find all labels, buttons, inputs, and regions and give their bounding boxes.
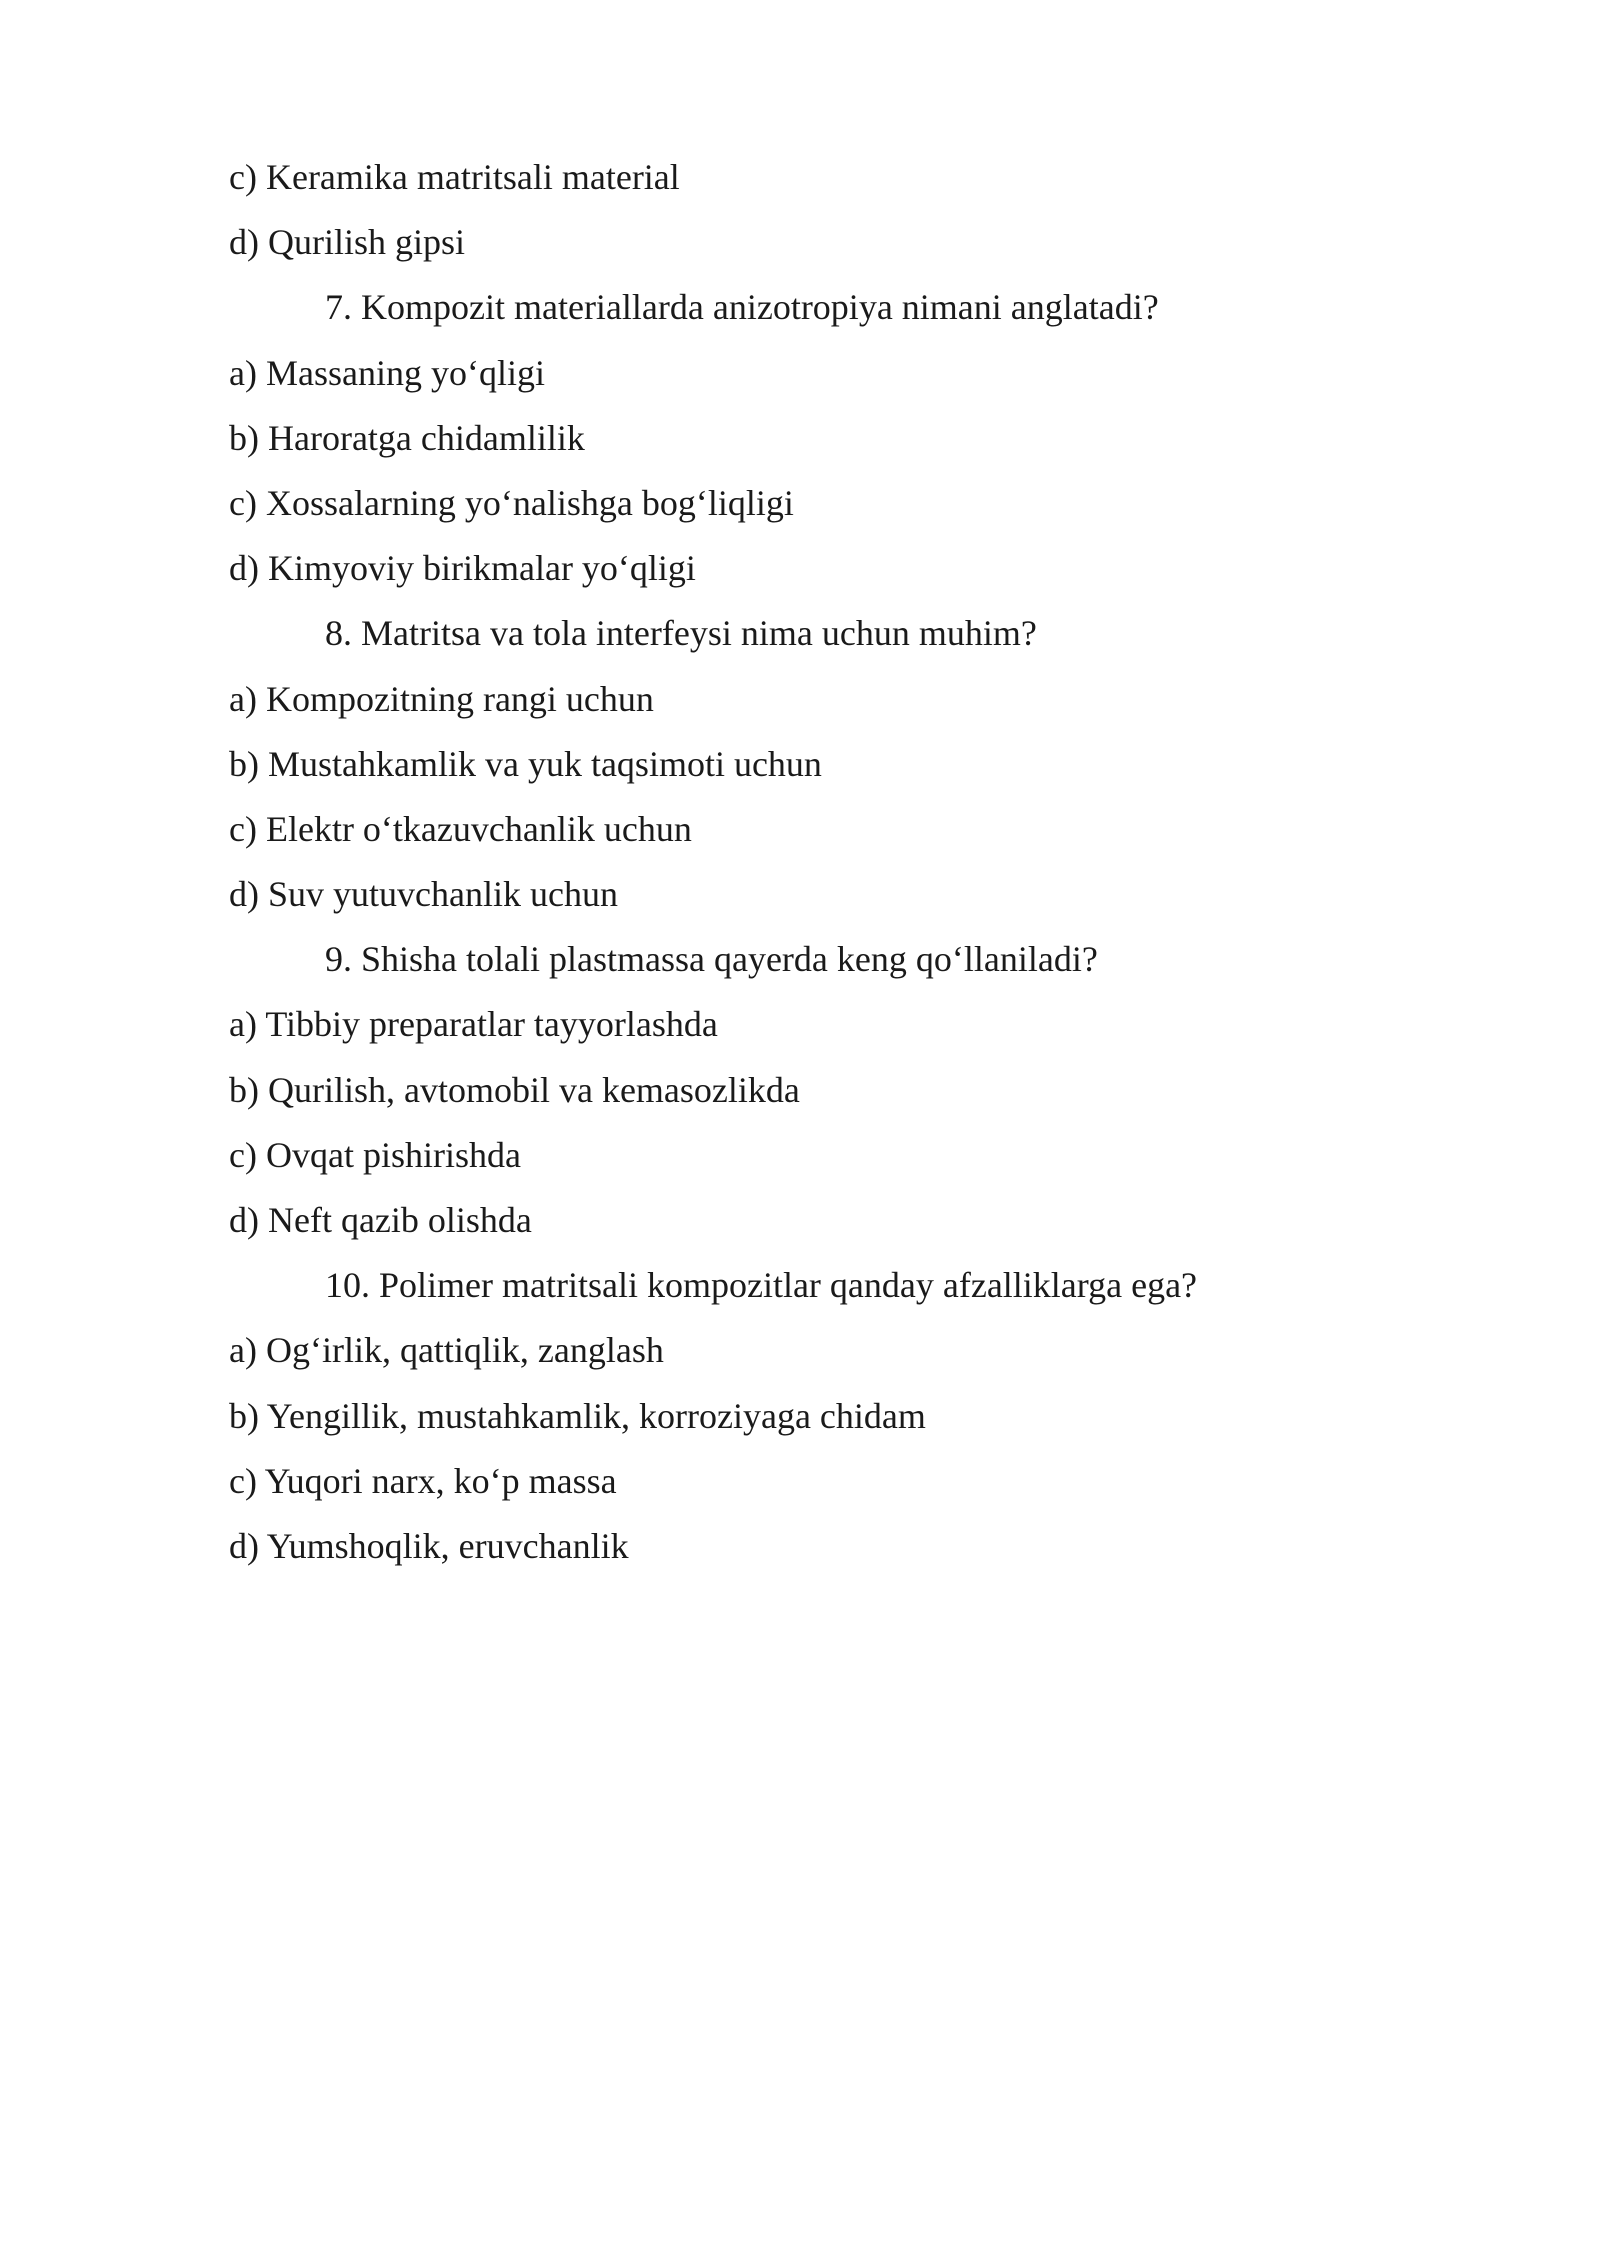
answer-option: c) Keramika matritsali material [229,157,680,197]
answer-option: d) Suv yutuvchanlik uchun [229,874,618,915]
answer-option: b) Yengillik, mustahkamlik, korroziyaga chidam [229,1395,926,1436]
question-8: 8. Matritsa va tola interfeysi nima uchun muhim? [325,613,1037,654]
question-7: 7. Kompozit materiallarda anizotropiya nimani anglatadi? [325,287,1159,328]
answer-option: a) Kompozitning rangi uchun [229,678,654,719]
answer-option: c) Ovqat pishirishda [229,1134,521,1175]
answer-option: a) Og‘irlik, qattiqlik, zanglash [229,1330,664,1371]
answer-option: a) Tibbiy preparatlar tayyorlashda [229,1004,718,1045]
answer-option: d) Qurilish gipsi [229,222,466,263]
quiz-content [229,145,1429,1579]
answer-option: b) Mustahkamlik va yuk taqsimoti uchun [229,743,822,784]
answer-option: b) Haroratga chidamlilik [229,417,585,458]
answer-option: b) Qurilish, avtomobil va kemasozlikda [229,1069,800,1110]
answer-option: d) Yumshoqlik, eruvchanlik [229,1525,629,1566]
answer-option: c) Yuqori narx, ko‘p massa [229,1460,617,1501]
answer-option: c) Elektr o‘tkazuvchanlik uchun [229,808,692,849]
answer-option: c) Xossalarning yo‘nalishga bog‘liqligi [229,482,794,523]
answer-option: d) Kimyoviy birikmalar yo‘qligi [229,548,696,589]
answer-option: a) Massaning yo‘qligi [229,352,545,393]
answer-option: d) Neft qazib olishda [229,1200,532,1240]
question-9: 9. Shisha tolali plastmassa qayerda keng qo‘llaniladi? [325,939,1098,980]
question-10: 10. Polimer matritsali kompozitlar qanday afzalliklarga ega? [325,1265,1198,1306]
